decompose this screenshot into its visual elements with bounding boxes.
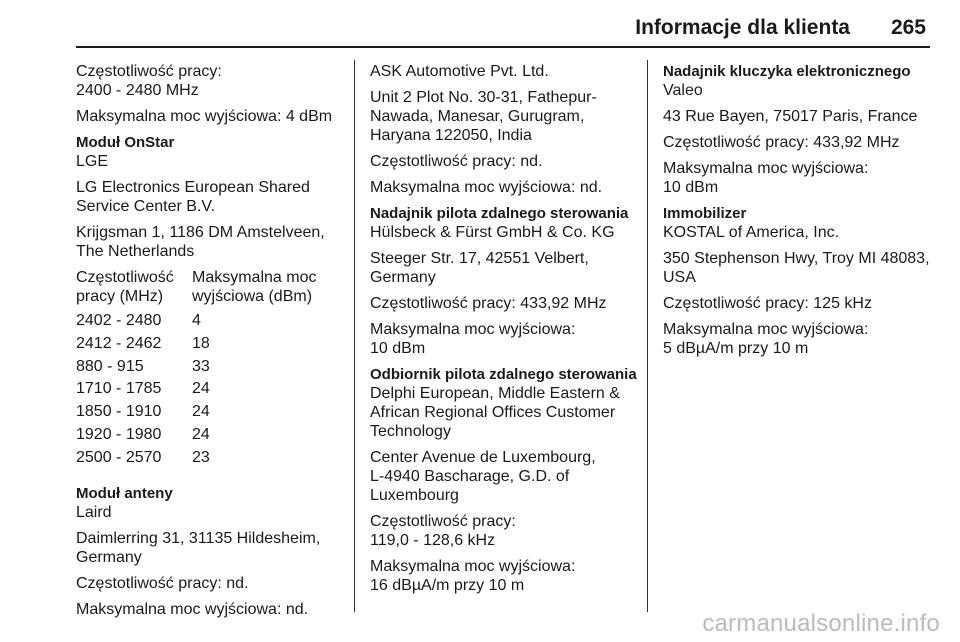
table-cell-frequency: 880 - 915 <box>76 357 144 375</box>
ask-frequency: Częstotliwość pracy: nd. <box>370 153 543 170</box>
antenna-maker: Laird <box>76 503 112 521</box>
column-3 <box>663 62 933 365</box>
remote-receiver-heading: Odbiornik pilota zdalnego sterowania <box>370 366 637 383</box>
table-cell-power: 4 <box>192 312 201 329</box>
remote-receiver-frequency: Częstotliwość pracy: 119,0 - 128,6 kHz <box>370 513 516 549</box>
wifi-frequency: Częstotliwość pracy: 2400 - 2480 MHz <box>76 63 222 99</box>
table-cell-frequency: 2412 - 2462 <box>76 334 162 352</box>
table-cell-power: 24 <box>192 380 210 398</box>
onstar-maker: LGE <box>76 153 109 170</box>
table-cell-frequency: 2402 - 2480 <box>76 312 162 329</box>
table-cell-frequency: 1850 - 1910 <box>76 403 162 421</box>
table-cell-frequency: 1920 - 1980 <box>76 425 162 443</box>
remote-receiver-maker: Delphi European, Middle Eastern & African Regional Offices Customer Technology <box>370 385 620 440</box>
key-transmitter-frequency: Częstotliwość pracy: 433,92 MHz <box>663 134 900 151</box>
page-header <box>76 10 930 48</box>
remote-transmitter-power: Maksymalna moc wyjściowa: 10 dBm <box>370 321 576 357</box>
antenna-heading: Moduł anteny <box>76 484 173 502</box>
antenna-address: Daimlerring 31, 31135 Hildesheim, Germany <box>76 529 321 566</box>
immobilizer-power: Maksymalna moc wyjściowa: 5 dBµA/m przy 10 m <box>663 321 869 357</box>
column-divider-1 <box>354 60 355 612</box>
column-divider-2 <box>647 60 648 612</box>
wifi-power: Maksymalna moc wyjściowa: 4 dBm <box>76 108 333 125</box>
ask-name: ASK Automotive Pvt. Ltd. <box>370 63 549 80</box>
remote-transmitter-frequency: Częstotliwość pracy: 433,92 MHz <box>370 295 607 312</box>
ask-power: Maksymalna moc wyjściowa: nd. <box>370 179 603 196</box>
watermark: carmanualsonline.info <box>702 610 940 637</box>
table-header-power: Maksymalna moc wyjściowa (dBm) <box>192 269 317 305</box>
immobilizer-heading: Immobilizer <box>663 205 747 222</box>
table-cell-power: 24 <box>192 425 210 443</box>
onstar-company: LG Electronics European Shared Service Center B.V. <box>76 179 310 215</box>
table-cell-power: 33 <box>192 357 210 375</box>
ask-address: Unit 2 Plot No. 30-31, Fathepur- Nawada, Manesar, Gurugram, Haryana 122050, India <box>370 89 597 144</box>
table-cell-frequency: 1710 - 1785 <box>76 380 162 398</box>
table-cell-power: 24 <box>192 403 210 421</box>
immobilizer-address: 350 Stephenson Hwy, Troy MI 48083, USA <box>663 250 930 286</box>
table-cell-frequency: 2500 - 2570 <box>76 448 162 466</box>
remote-receiver-address: Center Avenue de Luxembourg, L-4940 Bascharage, G.D. of Luxembourg <box>370 449 596 504</box>
key-transmitter-address: 43 Rue Bayen, 75017 Paris, France <box>663 108 918 125</box>
immobilizer-frequency: Częstotliwość pracy: 125 kHz <box>663 295 872 312</box>
remote-transmitter-address: Steeger Str. 17, 42551 Velbert, Germany <box>370 250 589 286</box>
antenna-power: Maksymalna moc wyjściowa: nd. <box>76 600 309 618</box>
column-2 <box>370 62 640 602</box>
immobilizer-maker: KOSTAL of America, Inc. <box>663 224 840 241</box>
table-cell-power: 18 <box>192 334 210 352</box>
remote-receiver-power: Maksymalna moc wyjściowa: 16 dBµA/m przy 10 m <box>370 558 576 594</box>
page-number: 265 <box>890 16 926 39</box>
remote-transmitter-maker: Hülsbeck & Fürst GmbH & Co. KG <box>370 224 615 241</box>
onstar-frequency-table <box>76 268 346 470</box>
table-cell-power: 23 <box>192 448 210 466</box>
key-transmitter-power: Maksymalna moc wyjściowa: 10 dBm <box>663 160 869 196</box>
onstar-heading: Moduł OnStar <box>76 134 175 151</box>
remote-transmitter-heading: Nadajnik pilota zdalnego sterowania <box>370 205 629 222</box>
column-1 <box>76 62 346 626</box>
onstar-address: Krijgsman 1, 1186 DM Amstelveen, The Netherlands <box>76 224 325 260</box>
page-title: Informacje dla klienta <box>635 16 850 39</box>
table-header-frequency: Częstotliwość pracy (MHz) <box>76 269 174 305</box>
key-transmitter-maker: Valeo <box>663 82 703 99</box>
key-transmitter-heading: Nadajnik kluczyka elektronicznego <box>663 63 911 80</box>
antenna-frequency: Częstotliwość pracy: nd. <box>76 574 249 592</box>
